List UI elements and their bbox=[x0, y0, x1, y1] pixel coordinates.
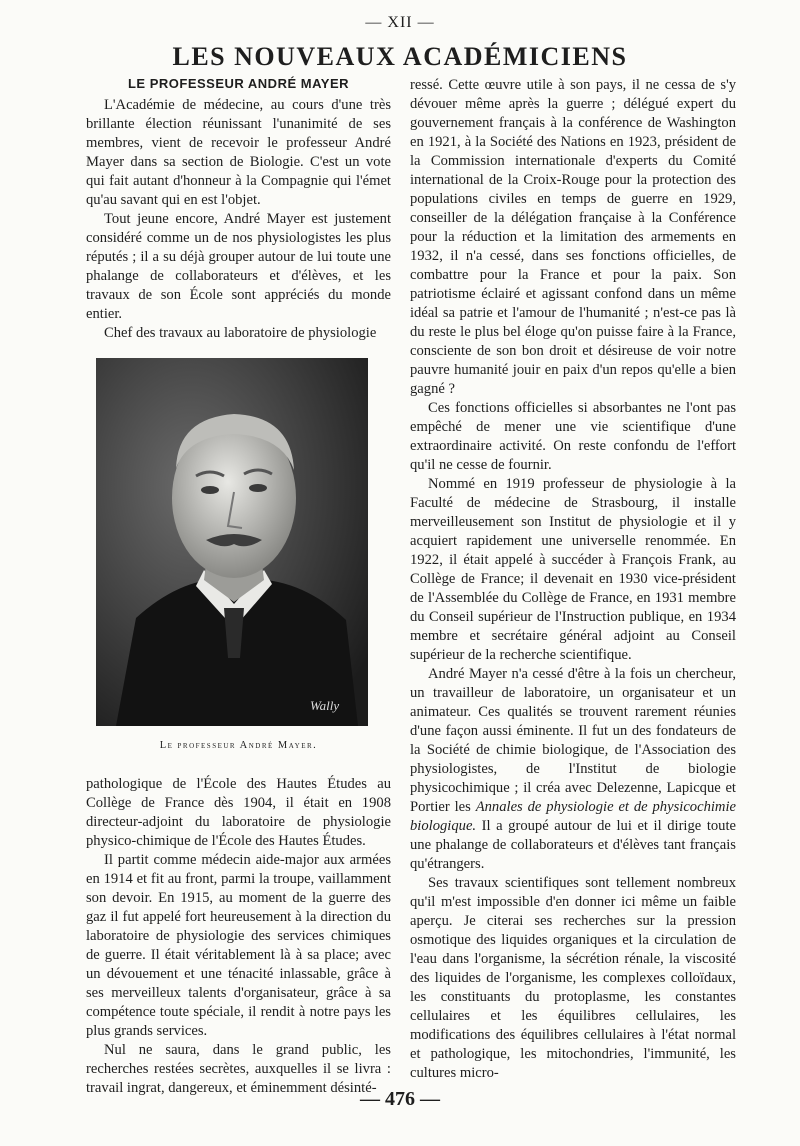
paragraph: Chef des travaux au laboratoire de physiologie bbox=[104, 325, 377, 341]
left-column-bottom bbox=[86, 775, 391, 1098]
journal-title: Annales de physiologie et de physicochimie biologique. bbox=[410, 799, 736, 834]
paragraph: ressé. Cette œuvre utile à son pays, il ne cessa de s'y dévouer même après la guerre ; délégué expert du gouvernement français à la conférence de Washington en 1921, à la Société des Nations en 1923, président de la Commission internationale d'experts du Comité international de la Croix-Rouge pour la protection des populations civiles en temps de guerre en 1929, conseiller de la délégation française à la Conférence pour la réduction et la limitation des armements en 1932, il n'a cessé, dans ses fonctions officielles, de combattre pour la France et pour la paix. Son patriotisme éclairé et agissant confond dans un même idéal sa patrie et l'amour de l'humanité ; n'est-ce pas là du reste le plus bel éloge qu'on puisse faire à la France, consciente de son bon droit et désireuse de voir notre pauvre humanité jouir en paix d'un repos qu'elle a bien gagné ? bbox=[410, 77, 736, 397]
section-title: LE PROFESSEUR ANDRÉ MAYER bbox=[127, 76, 349, 91]
paragraph: Nul ne saura, dans le grand public, les recherches restées secrètes, auxquelles il se livra : travail ingrat, dangereux, et éminemment désinté- bbox=[86, 1042, 391, 1096]
paragraph: pathologique de l'École des Hautes Études au Collège de France dès 1904, il était en 1908 directeur-adjoint du laboratoire de physiologie physico-chimique de l'École des Hautes Études. bbox=[86, 776, 391, 849]
paragraph: Nommé en 1919 professeur de physiologie à la Faculté de médecine de Strasbourg, il installe merveilleusement son Institut de physiologie et il y acquiert rapidement une universelle renommée. En 1922, il était appelé à succéder à François Frank, au Collège de France; il devenait en 1930 vice-président de l'Assemblée du Collège de France, en 1931 membre du Conseil supérieur de l'Instruction publique, en 1934 membre et secrétaire général adjoint au Conseil supérieur de la recherche scientifique. bbox=[410, 476, 736, 663]
right-column bbox=[410, 76, 736, 1083]
page-title: LES NOUVEAUX ACADÉMICIENS bbox=[172, 42, 628, 71]
paragraph: Il partit comme médecin aide-major aux armées en 1914 et fit au front, parmi la troupe, vaillamment son devoir. En 1915, au moment de la guerre des gaz il fut appelé fort heureusement à la direction du laboratoire de physiologie des services chimiques de guerre. Il était véritablement là à sa place; avec un dévouement et une ténacité inlassable, grâce à ses merveilleux talents d'organisateur, grâce à sa compétence toute spéciale, il rendit à notre pays les plus grands services. bbox=[86, 852, 391, 1039]
paragraph bbox=[410, 665, 736, 874]
photo-signature: Wally bbox=[310, 698, 340, 713]
photo-caption: Le professeur André Mayer. bbox=[159, 740, 318, 751]
left-column-top bbox=[86, 96, 391, 343]
paragraph: Ces fonctions officielles si absorbantes ne l'ont pas empêché de mener une vie scientifique d'une extraordinaire activité. On reste confondu de l'effort qu'il ne cesse de fournir. bbox=[410, 400, 736, 473]
paragraph-text: Il a groupé autour de lui et il dirige toute une phalange de collaborateurs et d'élèves tant français qu'étrangers. bbox=[410, 818, 737, 872]
paragraph-text: André Mayer n'a cessé d'être à la fois un chercheur, un travailleur de laboratoire, un organisateur et un animateur. Ces qualités se trouvent rarement réunies d'une façon aussi éminente. Il fut un des fondateurs de la Société de chimie biologique, de l'Association des physiologistes, de l'Institut de biologie physicochimique ; il créa avec Delezenne, Lapicque et Portier les bbox=[410, 666, 736, 815]
page-number: — 476 — bbox=[360, 1088, 440, 1110]
page-marker: — XII — bbox=[365, 14, 435, 31]
paragraph: L'Académie de médecine, au cours d'une très brillante élection réunissant l'unanimité de ses membres, vient de recevoir le professeur André Mayer dans sa section de Biologie. C'est un vote qui fait autant d'honneur à la Compagnie qui l'émet qu'au savant qui en est l'objet. bbox=[86, 97, 391, 208]
paragraph: Ses travaux scientifiques sont tellement nombreux qu'il m'est impossible d'en donner ici même un faible aperçu. Je citerai ses recherches sur la pression osmotique des liquides organiques et la circulation de l'eau dans l'organisme, la sécrétion rénale, la viscosité des liquides de l'organisme, les complexes colloïdaux, les constituants du protoplasme, les constantes cellulaires et les équilibres cellulaires, les modifications des équilibres cellulaires à l'état normal et pathologique, les mitochondries, l'immunité, les cultures micro- bbox=[410, 875, 736, 1081]
portrait-photo bbox=[96, 358, 368, 726]
paragraph: Tout jeune encore, André Mayer est justement considéré comme un de nos physiologistes les plus réputés ; il a su déjà grouper autour de lui toute une phalange de collaborateurs et d'élèves, et les travaux de son École sont appréciés du monde entier. bbox=[86, 211, 391, 322]
portrait-illustration bbox=[96, 358, 368, 726]
